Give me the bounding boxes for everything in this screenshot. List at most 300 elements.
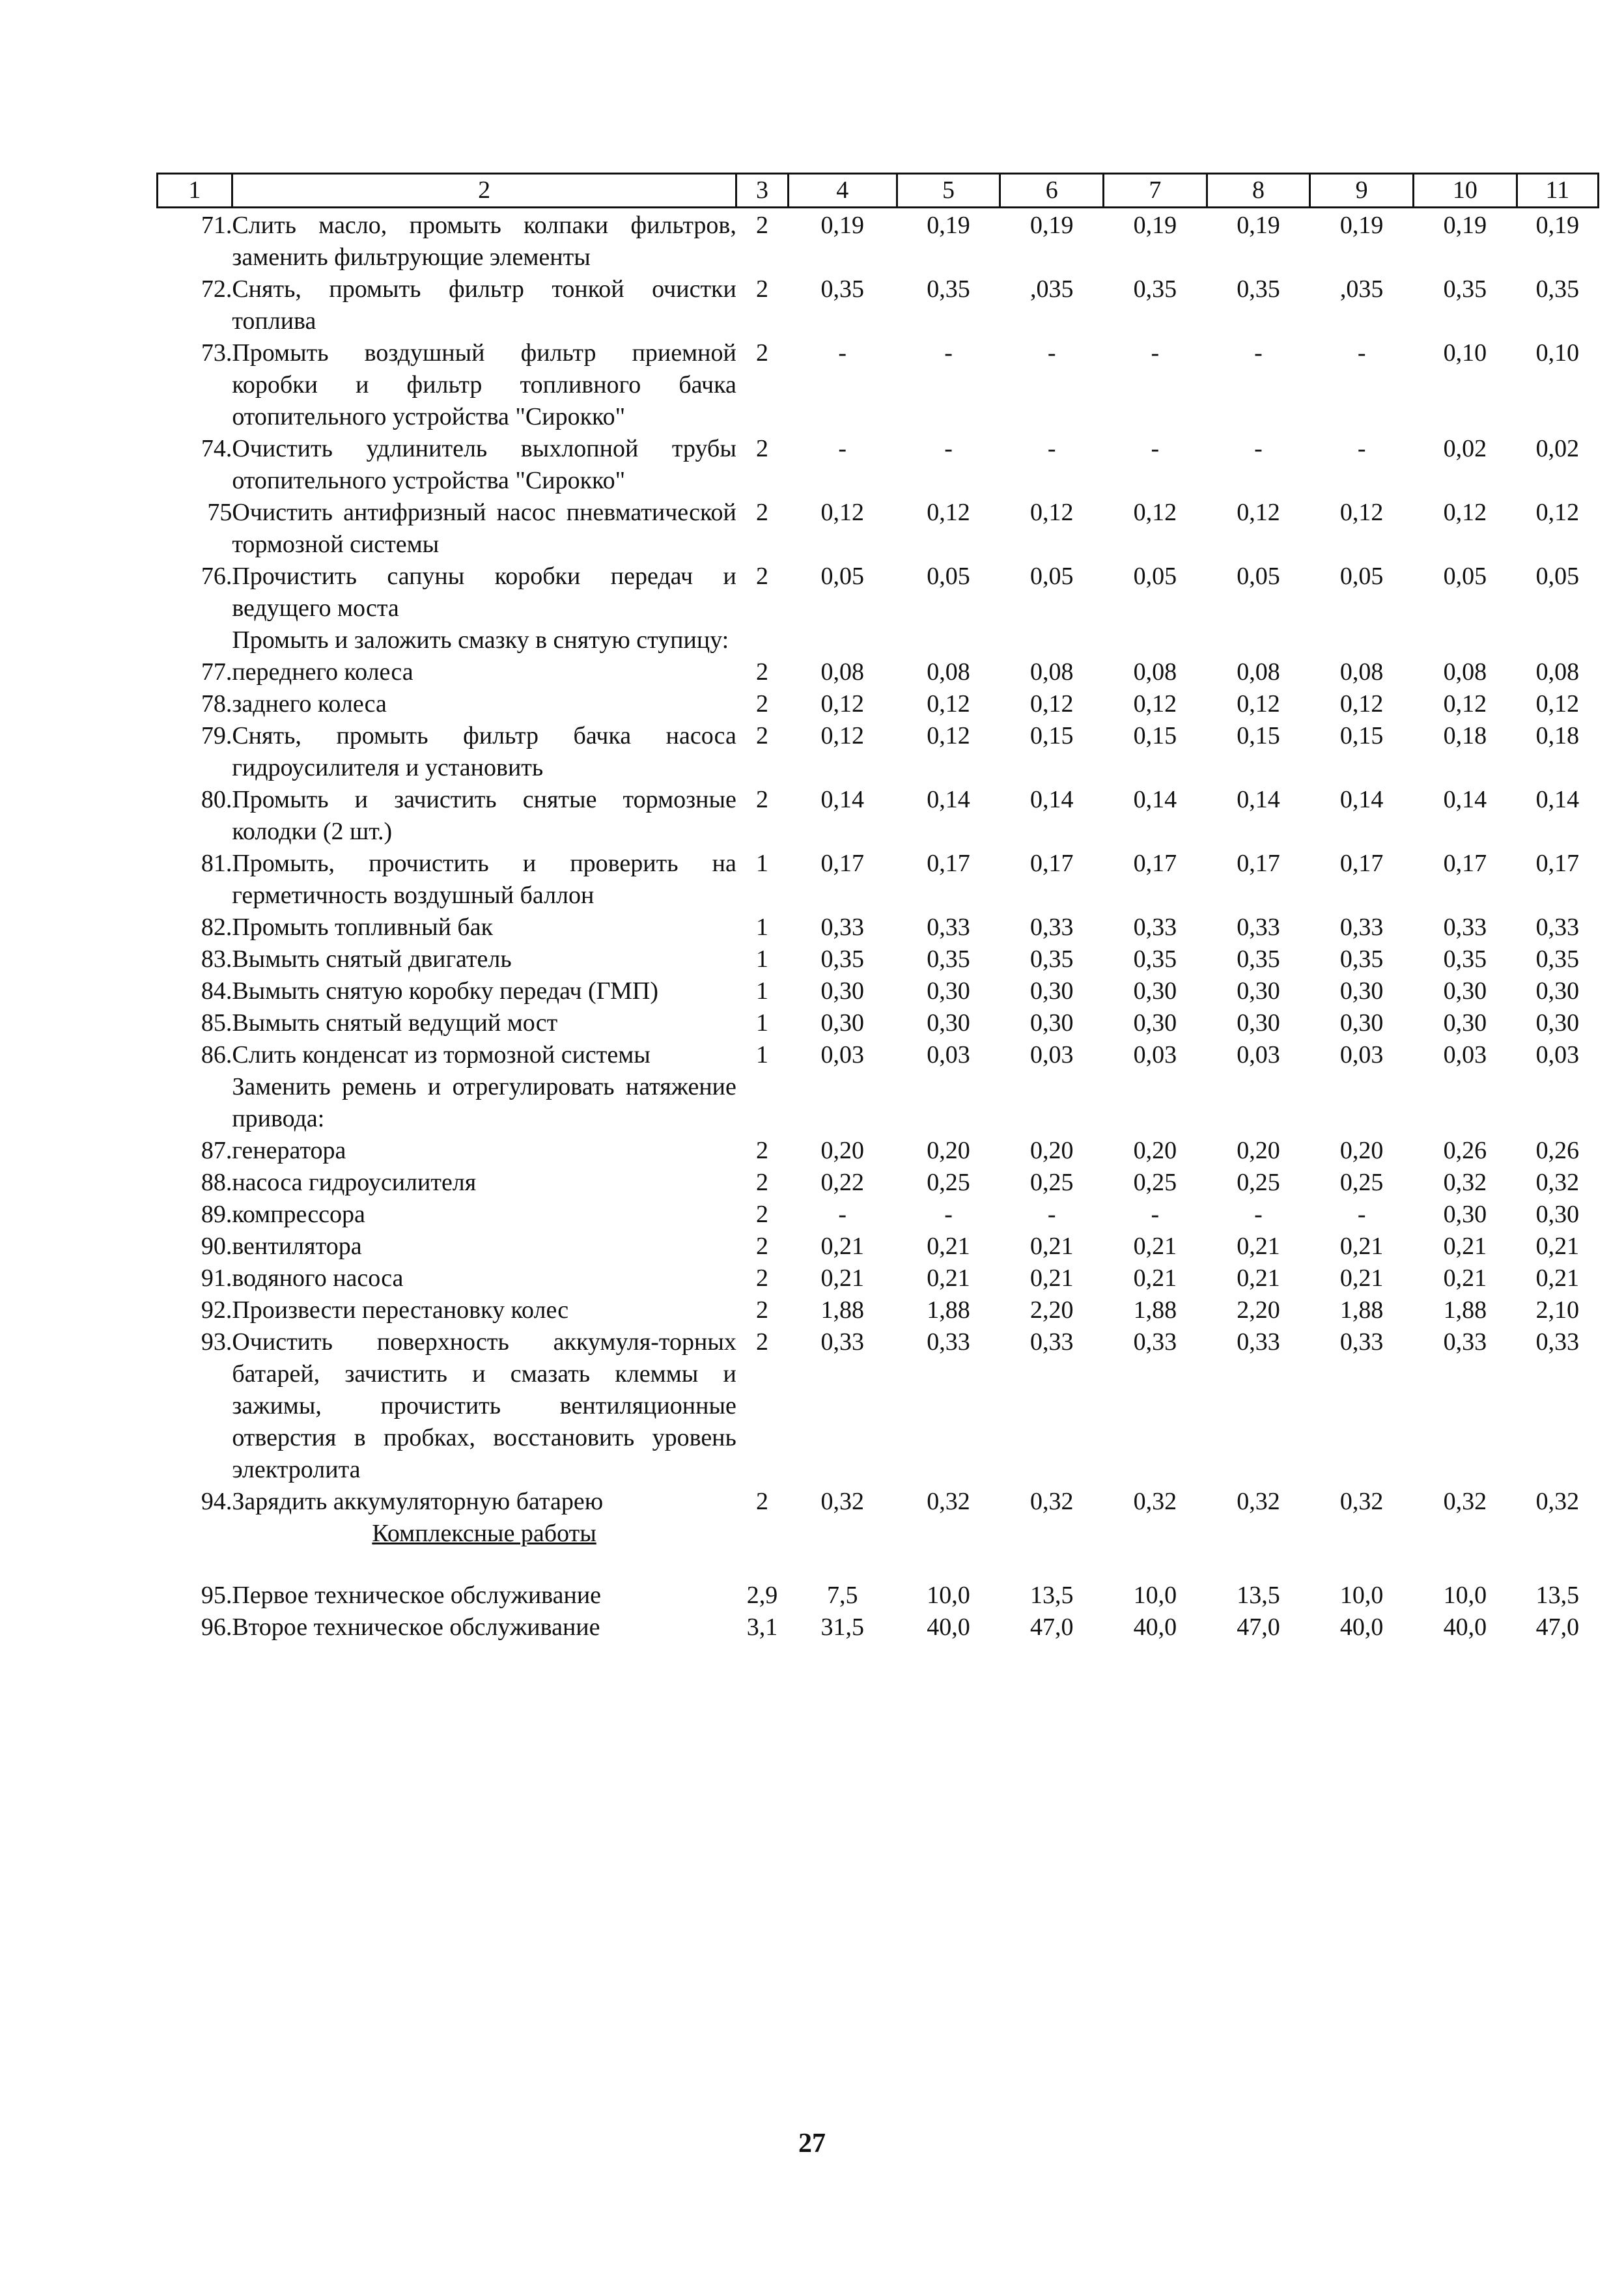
table-row <box>158 1007 1599 1039</box>
work-description: Произвести перестановку колес <box>232 1296 569 1324</box>
norm-value: 0,19 <box>927 212 970 239</box>
norm-value: 0,12 <box>1339 690 1384 718</box>
header-cell: 9 <box>1310 174 1414 208</box>
norm-value: 0,03 <box>1133 1041 1177 1068</box>
table-row <box>158 337 1599 433</box>
norm-value: 10,0 <box>927 1582 970 1609</box>
norm-value: 0,15 <box>1133 722 1177 749</box>
norm-value: 0,14 <box>1339 786 1384 813</box>
norm-value: 0,32 <box>1443 1488 1487 1515</box>
norm-value: 0,25 <box>1339 1169 1384 1196</box>
norm-value: 0,14 <box>820 786 864 813</box>
empty-cell <box>1517 1518 1598 1550</box>
work-description: заднего колеса <box>232 690 387 718</box>
norm-value: - <box>1254 339 1263 367</box>
norm-value: 0,26 <box>1443 1137 1487 1164</box>
table-row <box>158 1486 1599 1518</box>
row-number <box>158 1071 232 1135</box>
category-value: 2 <box>756 1488 769 1515</box>
norm-value <box>1104 624 1207 656</box>
norm-value: 0,35 <box>1133 275 1177 303</box>
norm-value: 0,25 <box>1133 1169 1177 1196</box>
category-value: 2 <box>756 435 769 462</box>
norm-value: 0,20 <box>1237 1137 1280 1164</box>
norm-value: 0,03 <box>1339 1041 1384 1068</box>
norm-value: 47,0 <box>1029 1613 1074 1641</box>
work-description: Вымыть снятый ведущий мост <box>232 1009 558 1037</box>
norm-value: 0,21 <box>1339 1233 1384 1260</box>
category-value: 3,1 <box>746 1613 778 1641</box>
norm-value: 0,08 <box>927 658 970 686</box>
work-description: Очистить удлинитель выхлопной трубы отопительного устройства "Сирокко" <box>232 435 736 494</box>
table-row <box>158 561 1599 624</box>
norm-value: 0,15 <box>1339 722 1384 749</box>
row-number: 85. <box>201 1009 232 1037</box>
norm-value: - <box>1151 1201 1160 1228</box>
category-value: 2 <box>756 1296 769 1324</box>
norm-value: 0,30 <box>1443 977 1487 1005</box>
norm-value: 0,35 <box>1339 945 1384 973</box>
norm-value: 0,35 <box>1133 945 1177 973</box>
norm-value: 0,35 <box>820 275 864 303</box>
norm-value: 13,5 <box>1029 1582 1074 1609</box>
norm-value: 0,33 <box>1133 1328 1177 1356</box>
category-value: 2 <box>756 1264 769 1292</box>
norm-value: 0,20 <box>820 1137 864 1164</box>
norm-value: 0,33 <box>1443 914 1487 941</box>
work-description: Вымыть снятый двигатель <box>232 945 512 973</box>
category-value: 2 <box>756 212 769 239</box>
row-number: 93. <box>201 1328 232 1356</box>
header-cell: 7 <box>1104 174 1207 208</box>
norm-value: 0,21 <box>1029 1233 1074 1260</box>
category-value: 1 <box>756 945 769 973</box>
norm-value: 0,19 <box>1339 212 1384 239</box>
category-value: 1 <box>756 1009 769 1037</box>
category-value: 1 <box>756 850 769 877</box>
work-description: Прочистить сапуны коробки передач и ведущего моста <box>232 563 736 622</box>
table-body <box>158 208 1599 1644</box>
category-value: 2 <box>756 1201 769 1228</box>
norm-value: 0,21 <box>1133 1264 1177 1292</box>
norm-value: 0,08 <box>1029 658 1074 686</box>
table-row <box>158 1199 1599 1231</box>
norm-value: 0,08 <box>1535 658 1580 686</box>
category-value: 1 <box>756 977 769 1005</box>
norm-value: 0,33 <box>1339 914 1384 941</box>
work-description: Вымыть снятую коробку передач (ГМП) <box>232 977 659 1005</box>
norm-value <box>1413 1071 1517 1135</box>
norm-value: 47,0 <box>1535 1613 1580 1641</box>
norm-value: - <box>1357 1201 1366 1228</box>
norm-value: 0,33 <box>927 1328 970 1356</box>
norm-value: 47,0 <box>1237 1613 1280 1641</box>
norm-value: 0,12 <box>1237 499 1280 526</box>
work-description: Первое техническое обслуживание <box>232 1582 602 1609</box>
norm-value: 0,33 <box>1237 914 1280 941</box>
row-number: 86. <box>201 1041 232 1068</box>
row-number: 83. <box>201 945 232 973</box>
norm-value: - <box>1357 339 1366 367</box>
norm-value: 0,17 <box>1443 850 1487 877</box>
norm-value: 0,05 <box>1133 563 1177 590</box>
norm-value: 0,17 <box>1535 850 1580 877</box>
norm-value: 10,0 <box>1133 1582 1177 1609</box>
norm-value: 0,33 <box>820 1328 864 1356</box>
norm-value: 0,35 <box>927 275 970 303</box>
norm-value: 0,30 <box>1535 1009 1580 1037</box>
work-description: Промыть воздушный фильтр приемной коробки и фильтр топливного бачка отопительного устройства "Сирокко" <box>232 339 736 430</box>
norm-value: 0,03 <box>927 1041 970 1068</box>
norm-value: - <box>944 1201 953 1228</box>
norm-value: 0,21 <box>1535 1233 1580 1260</box>
norm-value: - <box>1047 435 1056 462</box>
norm-value: 0,30 <box>927 1009 970 1037</box>
norm-value: 0,20 <box>1339 1137 1384 1164</box>
norm-value: 0,32 <box>1237 1488 1280 1515</box>
norm-value: 0,20 <box>1029 1137 1074 1164</box>
norm-value: 0,33 <box>1029 914 1074 941</box>
norms-table-container <box>156 173 1599 1643</box>
norm-value: 0,08 <box>1133 658 1177 686</box>
norm-value: 0,08 <box>1339 658 1384 686</box>
norm-value: - <box>1151 339 1160 367</box>
norm-value: 13,5 <box>1535 1582 1580 1609</box>
norm-value: 0,30 <box>1339 977 1384 1005</box>
row-number: 92. <box>201 1296 232 1324</box>
work-description: Слить масло, промыть колпаки фильтров, заменить фильтрующие элементы <box>232 212 736 271</box>
table-row <box>158 720 1599 784</box>
header-cell: 6 <box>1000 174 1104 208</box>
norm-value: - <box>944 339 953 367</box>
norm-value: ,035 <box>1339 275 1384 303</box>
row-number: 84. <box>201 977 232 1005</box>
norm-value: 0,12 <box>1535 499 1580 526</box>
header-cell: 10 <box>1413 174 1517 208</box>
category-value: 1 <box>756 1041 769 1068</box>
norm-value: - <box>1357 435 1366 462</box>
row-number: 71. <box>201 212 232 239</box>
norm-value: 0,03 <box>1237 1041 1280 1068</box>
norm-value: 0,33 <box>1133 914 1177 941</box>
norm-value: 0,30 <box>1237 977 1280 1005</box>
norm-value: 0,17 <box>1029 850 1074 877</box>
empty-cell <box>788 1518 897 1550</box>
table-row <box>158 1135 1599 1167</box>
norm-value: 0,12 <box>1339 499 1384 526</box>
norm-value: 0,12 <box>1443 499 1487 526</box>
norm-value: 0,35 <box>1535 275 1580 303</box>
norm-value <box>1000 624 1104 656</box>
row-number: 80. <box>201 786 232 813</box>
work-description: Промыть и зачистить снятые тормозные колодки (2 шт.) <box>232 786 736 845</box>
norm-value: 0,08 <box>820 658 864 686</box>
norm-value: 0,33 <box>1535 914 1580 941</box>
table-header <box>158 174 1599 208</box>
row-number: 82. <box>201 914 232 941</box>
row-number: 74. <box>201 435 232 462</box>
norm-value: 0,05 <box>1029 563 1074 590</box>
table-row <box>158 433 1599 497</box>
norm-value: 0,12 <box>1237 690 1280 718</box>
header-cell: 11 <box>1517 174 1598 208</box>
work-description: водяного насоса <box>232 1264 404 1292</box>
norm-value: 0,14 <box>1029 786 1074 813</box>
norm-value: 0,08 <box>1237 658 1280 686</box>
norm-value: 0,12 <box>820 499 864 526</box>
norm-value: 0,14 <box>1133 786 1177 813</box>
norm-value: 13,5 <box>1237 1582 1280 1609</box>
row-number: 94. <box>201 1488 232 1515</box>
row-number: 81. <box>201 850 232 877</box>
norm-value: 0,14 <box>927 786 970 813</box>
table-row <box>158 1071 1599 1135</box>
norm-value: 0,10 <box>1535 339 1580 367</box>
row-number: 78. <box>201 690 232 718</box>
norm-value: 0,17 <box>1339 850 1384 877</box>
norm-value: 0,35 <box>1443 945 1487 973</box>
norm-value: 0,21 <box>820 1264 864 1292</box>
norm-value: 0,35 <box>1237 275 1280 303</box>
norm-value: 0,12 <box>927 499 970 526</box>
norm-value: 0,03 <box>1443 1041 1487 1068</box>
table-row <box>158 273 1599 337</box>
norm-value: 0,21 <box>1237 1264 1280 1292</box>
norm-value: 0,22 <box>820 1169 864 1196</box>
norm-value: 0,21 <box>1133 1233 1177 1260</box>
category-value: 2 <box>756 499 769 526</box>
norm-value: 0,19 <box>1133 212 1177 239</box>
norm-value: 0,14 <box>1443 786 1487 813</box>
table-row <box>158 208 1599 274</box>
norm-value <box>1517 1071 1598 1135</box>
norm-value: - <box>944 435 953 462</box>
work-description: Снять, промыть фильтр бачка насоса гидроусилителя и установить <box>232 722 736 781</box>
header-row <box>158 174 1599 208</box>
norm-value: 0,32 <box>1339 1488 1384 1515</box>
norm-value: 40,0 <box>1339 1613 1384 1641</box>
norm-value: 0,08 <box>1443 658 1487 686</box>
category-value: 2 <box>756 722 769 749</box>
category-value: 2 <box>756 339 769 367</box>
norm-value: 0,02 <box>1535 435 1580 462</box>
norm-value: 0,19 <box>1535 212 1580 239</box>
category-value: 2 <box>756 1169 769 1196</box>
category-value: 2 <box>756 1137 769 1164</box>
norm-value: 0,12 <box>927 722 970 749</box>
norm-value: 10,0 <box>1443 1582 1487 1609</box>
row-number: 79. <box>201 722 232 749</box>
norm-value <box>1413 624 1517 656</box>
table-row <box>158 624 1599 656</box>
norm-value: 0,32 <box>927 1488 970 1515</box>
norm-value: 0,18 <box>1443 722 1487 749</box>
norm-value: - <box>1254 435 1263 462</box>
norm-value: - <box>838 1201 847 1228</box>
maintenance-norms-table <box>156 173 1599 1643</box>
row-number: 88. <box>201 1169 232 1196</box>
work-description: Очистить поверхность аккумуля-торных батарей, зачистить и смазать клеммы и зажимы, прочистить вентиляционные отверстия в пробках, восстановить уровень электролита <box>232 1328 736 1483</box>
norm-value: 0,33 <box>1339 1328 1384 1356</box>
spacer-row <box>158 1550 1599 1580</box>
table-row <box>158 1263 1599 1294</box>
header-cell: 5 <box>897 174 1000 208</box>
category-value: 2 <box>756 563 769 590</box>
category-value: 2,9 <box>746 1582 778 1609</box>
norm-value <box>897 624 1000 656</box>
norm-value: - <box>1151 435 1160 462</box>
norm-value: ,035 <box>1029 275 1074 303</box>
header-cell: 8 <box>1207 174 1310 208</box>
norm-value: 1,88 <box>1133 1296 1177 1324</box>
norm-value: - <box>838 339 847 367</box>
norm-value: 0,19 <box>820 212 864 239</box>
table-row <box>158 1039 1599 1071</box>
row-number: 90. <box>201 1233 232 1260</box>
norm-value: 0,20 <box>1133 1137 1177 1164</box>
norm-value <box>788 624 897 656</box>
norm-value: - <box>1047 1201 1056 1228</box>
spacer-cell <box>158 1550 1599 1580</box>
norm-value: 0,32 <box>820 1488 864 1515</box>
category-value: 2 <box>756 690 769 718</box>
table-row <box>158 912 1599 943</box>
norm-value: 0,30 <box>927 977 970 1005</box>
row-number: 72. <box>201 275 232 303</box>
norm-value: 0,35 <box>1029 945 1074 973</box>
norm-value: 0,05 <box>1535 563 1580 590</box>
section-title-cell <box>232 1518 736 1550</box>
norm-value: 2,10 <box>1535 1296 1580 1324</box>
norm-value: 0,05 <box>1237 563 1280 590</box>
norm-value: 0,30 <box>1339 1009 1384 1037</box>
norm-value <box>1000 1071 1104 1135</box>
norm-value: 0,35 <box>927 945 970 973</box>
norm-value <box>788 1071 897 1135</box>
work-description: Слить конденсат из тормозной системы <box>232 1041 651 1068</box>
norm-value: 0,05 <box>1443 563 1487 590</box>
empty-cell <box>1000 1518 1104 1550</box>
table-row <box>158 688 1599 720</box>
work-description: генератора <box>232 1137 346 1164</box>
norm-value: 0,21 <box>927 1264 970 1292</box>
table-row <box>158 497 1599 561</box>
norm-value: 0,19 <box>1237 212 1280 239</box>
norm-value: 10,0 <box>1339 1582 1384 1609</box>
norm-value: 0,32 <box>1029 1488 1074 1515</box>
empty-cell <box>158 1518 232 1550</box>
table-row <box>158 656 1599 688</box>
row-number: 91. <box>201 1264 232 1292</box>
norm-value: 0,21 <box>820 1233 864 1260</box>
work-description: Снять, промыть фильтр тонкой очистки топлива <box>232 275 736 335</box>
norm-value: 0,12 <box>1443 690 1487 718</box>
category-value <box>736 624 788 656</box>
norm-value: 0,05 <box>820 563 864 590</box>
norm-value: 0,32 <box>1535 1169 1580 1196</box>
norm-value <box>1310 1071 1414 1135</box>
table-row <box>158 975 1599 1007</box>
norm-value: 0,20 <box>927 1137 970 1164</box>
row-number: 89. <box>201 1201 232 1228</box>
category-value: 2 <box>756 658 769 686</box>
table-row <box>158 1326 1599 1486</box>
category-value: 2 <box>756 1328 769 1356</box>
norm-value: 0,32 <box>1443 1169 1487 1196</box>
header-cell: 4 <box>788 174 897 208</box>
norm-value: 0,30 <box>1443 1201 1487 1228</box>
norm-value: 0,12 <box>1133 690 1177 718</box>
norm-value: 0,12 <box>1133 499 1177 526</box>
norm-value: 0,17 <box>1133 850 1177 877</box>
work-description: переднего колеса <box>232 658 413 686</box>
table-row <box>158 943 1599 975</box>
norm-value <box>1104 1071 1207 1135</box>
work-description: Промыть топливный бак <box>232 914 494 941</box>
norm-value <box>1207 1071 1310 1135</box>
norm-value: 0,15 <box>1029 722 1074 749</box>
norm-value: 0,10 <box>1443 339 1487 367</box>
header-cell: 2 <box>232 174 736 208</box>
norm-value: 0,02 <box>1443 435 1487 462</box>
norm-value: 0,05 <box>927 563 970 590</box>
norm-value: 0,12 <box>927 690 970 718</box>
norm-value: - <box>1254 1201 1263 1228</box>
row-number: 87. <box>201 1137 232 1164</box>
norm-value: 0,21 <box>1443 1233 1487 1260</box>
norm-value: 0,12 <box>1535 690 1580 718</box>
norm-value: 40,0 <box>927 1613 970 1641</box>
norm-value: 1,88 <box>820 1296 864 1324</box>
norm-value: 0,17 <box>927 850 970 877</box>
norm-value: 0,33 <box>927 914 970 941</box>
table-row <box>158 848 1599 912</box>
table-row <box>158 1612 1599 1643</box>
norm-value: 0,25 <box>1029 1169 1074 1196</box>
norm-value: 0,21 <box>1237 1233 1280 1260</box>
empty-cell <box>736 1518 788 1550</box>
empty-cell <box>1207 1518 1310 1550</box>
norm-value: - <box>838 435 847 462</box>
norm-value: 0,30 <box>1133 1009 1177 1037</box>
empty-cell <box>897 1518 1000 1550</box>
norm-value: 0,32 <box>1535 1488 1580 1515</box>
norm-value: 0,30 <box>1443 1009 1487 1037</box>
norm-value: 0,14 <box>1535 786 1580 813</box>
empty-cell <box>1104 1518 1207 1550</box>
norm-value: 0,19 <box>1029 212 1074 239</box>
norm-value: 0,21 <box>1535 1264 1580 1292</box>
work-description: Заменить ремень и отрегулировать натяжение привода: <box>232 1073 736 1132</box>
norm-value: 40,0 <box>1133 1613 1177 1641</box>
norm-value: 0,17 <box>1237 850 1280 877</box>
norm-value: 0,30 <box>820 977 864 1005</box>
norm-value: 0,17 <box>820 850 864 877</box>
norm-value: 0,25 <box>927 1169 970 1196</box>
row-number: 73. <box>201 339 232 367</box>
norm-value <box>897 1071 1000 1135</box>
header-cell: 3 <box>736 174 788 208</box>
table-row <box>158 1231 1599 1263</box>
row-number: 96. <box>201 1613 232 1641</box>
norm-value: 0,21 <box>1029 1264 1074 1292</box>
header-cell: 1 <box>158 174 232 208</box>
norm-value: 0,15 <box>1237 722 1280 749</box>
norm-value: 0,30 <box>1029 977 1074 1005</box>
row-number <box>158 624 232 656</box>
norm-value: 0,35 <box>1443 275 1487 303</box>
norm-value <box>1517 624 1598 656</box>
